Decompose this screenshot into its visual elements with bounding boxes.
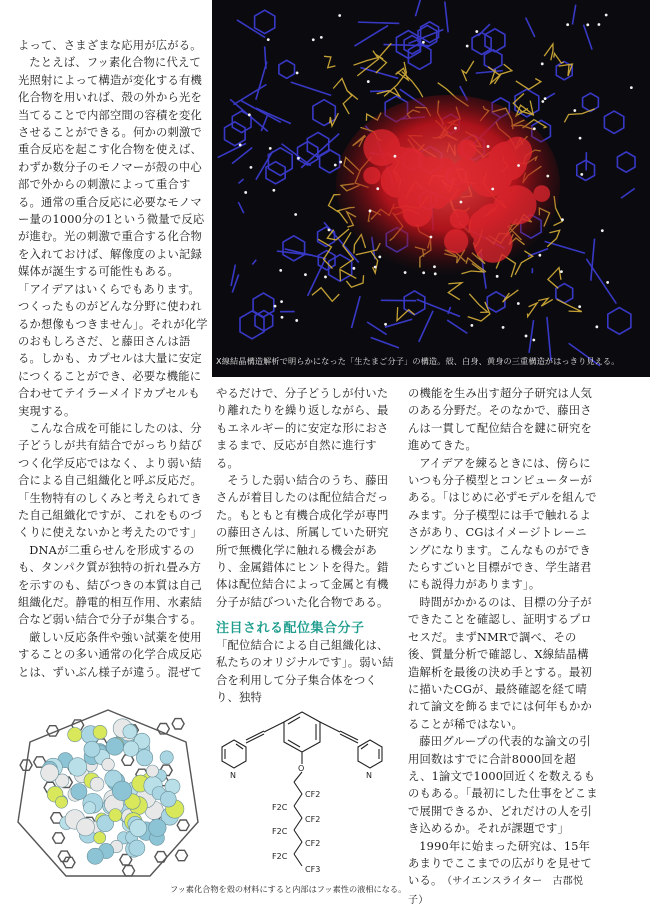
bottom-figure-caption: フッ素化合物を殻の材料にすると内部はフッ素性の液相になる。	[170, 884, 406, 895]
hydrogen-atom	[248, 113, 251, 116]
hydrogen-atom	[541, 62, 544, 65]
hydrogen-atom	[578, 305, 581, 308]
frame-ring	[172, 719, 184, 729]
fluorine-sphere	[102, 758, 115, 771]
hydrogen-atom	[532, 339, 535, 342]
white-layer-bond	[538, 298, 553, 306]
hydrogen-atom	[460, 201, 463, 204]
hydrogen-atom	[294, 213, 297, 216]
hydrogen-atom	[517, 164, 520, 167]
hydrogen-atom	[384, 323, 387, 326]
shell-ring	[485, 29, 505, 52]
fluorine-sphere	[136, 749, 152, 765]
hydrogen-atom	[353, 267, 356, 270]
hydrogen-atom	[297, 157, 300, 160]
paragraph: DNAが二重らせんを形成するのも、タンパク質が独特の折れ畳み方を示すのも、結びつきの本質は自己組織化だ。静電的相互作用、水素結合など弱い結合で分子が集合する。	[18, 542, 208, 629]
shell-bond	[282, 144, 311, 166]
hydrogen-atom	[267, 38, 270, 41]
hydrogen-atom	[281, 316, 284, 319]
fluorine-sphere	[109, 809, 122, 822]
hydrogen-atom	[296, 72, 299, 75]
fluorine-sphere	[160, 791, 176, 807]
paragraph: たとえば、フッ素化合物に代えて光照射によって構造が変化する有機化合物を用いれば、殻の外から光を当てることで内部空間の容積を変化させることができる。何かの刺激で重合反応を起こす化合物を使えば、わずか数分子のモノマーが殻の中心部で外からの刺激によって重合する。通常の重合反応に必要なモノマー量の1000分の1という微量で反応が進む。光の刺激で重合する化合物を入れておけば、解像度のよい記録媒体が誕生する可能性もある。	[18, 54, 208, 280]
hydrogen-atom	[595, 325, 598, 328]
shell-bond	[529, 320, 534, 353]
cf2-label-3: CF2	[305, 839, 320, 848]
hydrogen-atom	[295, 319, 298, 322]
hydrogen-atom	[320, 36, 323, 39]
shell-ring	[604, 111, 623, 133]
paragraph: やるだけで、分子どうしが付いたり離れたりを繰り返しながら、最もエネルギー的に安定な形におさまるまで、反応が自然に進行する。	[216, 385, 399, 472]
hydrogen-atom	[269, 147, 272, 150]
shell-ring	[255, 10, 275, 33]
nitrogen-label-left: N	[230, 771, 236, 780]
fluorine-sphere	[77, 818, 95, 836]
fluorine-sphere	[160, 751, 173, 764]
hydrogen-atom	[304, 273, 307, 276]
hydrogen-atom	[430, 236, 433, 239]
fluorine-sphere	[71, 783, 87, 799]
shell-bond	[419, 311, 433, 342]
yolk-atom	[422, 173, 455, 206]
shell-bond	[447, 320, 467, 333]
hydrogen-atom	[334, 164, 337, 167]
shell-ring	[617, 152, 635, 172]
article-column-2	[216, 385, 399, 611]
hydrogen-atom	[339, 161, 342, 164]
hydrogen-atom	[244, 191, 247, 194]
white-layer-bond	[448, 283, 462, 300]
yolk-atom	[493, 192, 523, 222]
shell-bond	[256, 108, 291, 123]
shell-bond	[358, 22, 399, 23]
shell-bond	[238, 202, 243, 213]
shell-bond	[252, 260, 256, 265]
yolk-atom	[450, 209, 469, 228]
hydrogen-atom	[239, 144, 242, 147]
section-heading: 注目される配位集合分子	[216, 617, 365, 636]
hydrogen-atom	[502, 326, 505, 329]
hydrogen-atom	[338, 14, 341, 17]
article-column-3	[408, 385, 598, 909]
fluorine-sphere	[90, 777, 104, 791]
hydrogen-atom	[538, 254, 541, 257]
yolk-atom	[473, 223, 512, 262]
hydrogen-atom	[367, 80, 370, 83]
frame-ring	[155, 852, 167, 862]
shell-ring	[583, 93, 599, 111]
white-layer-bond	[462, 61, 474, 81]
cf2-label-1: CF2	[305, 790, 320, 799]
fluorine-sphere	[68, 758, 86, 776]
hydrogen-atom	[376, 187, 379, 190]
fluorine-sphere	[123, 725, 137, 739]
oxygen-label: O	[298, 764, 304, 773]
shell-bond	[371, 338, 399, 348]
shell-bond	[584, 25, 593, 50]
fluorinated-capsule-photo	[10, 704, 206, 882]
article-column-1	[18, 37, 208, 681]
hydrogen-atom	[470, 324, 473, 327]
cf2-label-2: CF2	[305, 815, 320, 824]
white-layer-bond	[528, 303, 538, 317]
hydrogen-atom	[433, 265, 436, 268]
frame-ring	[176, 850, 188, 860]
hydrogen-atom	[369, 210, 372, 213]
shell-bond	[621, 188, 635, 198]
shell-bond	[417, 299, 460, 316]
yolk-atom	[381, 164, 415, 198]
shell-bond	[445, 1, 448, 32]
f2c-label-3: F2C	[272, 852, 288, 861]
hydrogen-atom	[434, 272, 437, 275]
paragraph: 藤田グループの代表的な論文の引用回数はすでに合計8000回を超え、1論文で1000回近くを数えるものもある。「最初にした仕事をどこまで展開できるか、どれだけの人を引き込めるか。それが課題です」	[408, 733, 598, 837]
paragraph: よって、さまざまな応用が広がる。	[18, 37, 208, 54]
fluorine-sphere	[149, 819, 166, 836]
hydrogen-atom	[579, 137, 582, 140]
fluorine-sphere	[93, 725, 107, 739]
paragraph: そうした弱い結合のうち、藤田さんが着目したのは配位結合だった。もともと有機合成化学が専門の藤田さんは、所属していた研究所で無機化学に触れる機会があり、金属錯体にヒントを得た。錯体は配位結合によって金属と有機分子が結びついた化合物である。	[216, 472, 399, 611]
hydrogen-atom	[605, 14, 608, 17]
paragraph: 「配位結合による自己組織化は、私たちのオリジナルです」。弱い結合を利用して分子集合体をつくり、独特	[216, 637, 399, 707]
shell-bond	[237, 20, 265, 38]
paragraph: アイデアを練るときには、傍らにいつも分子模型とコンピューターがある。「はじめに必ずモデルを組んでみます。分子模型には手で触れるよさがあり、CGはイメージトレーニングになります。こんなものができたらすごいと目標ができ、学生諸君にも説得力があります」。	[408, 455, 598, 594]
f2c-label-1: F2C	[272, 803, 288, 812]
f2c-label-2: F2C	[272, 827, 288, 836]
hydrogen-atom	[404, 271, 407, 274]
fluorine-sphere	[123, 741, 138, 756]
shell-ring	[608, 308, 631, 335]
hydrogen-atom	[560, 270, 563, 273]
hydrogen-atom	[324, 276, 327, 279]
white-layer-bond	[564, 109, 594, 122]
author-signature: （サイエンスライター 古郡悦子）	[408, 876, 583, 905]
hydrogen-atom	[566, 23, 569, 26]
white-layer-bond	[333, 79, 358, 100]
yolk-atom	[533, 185, 550, 202]
nitrogen-label-right: N	[366, 771, 372, 780]
shell-bond	[385, 319, 412, 327]
white-layer-bond	[548, 268, 561, 289]
hydrogen-atom	[606, 281, 609, 284]
shell-bond	[234, 84, 267, 104]
fluorine-sphere	[94, 832, 106, 844]
shell-bond	[291, 82, 331, 95]
capsule-model-image	[10, 704, 206, 882]
shell-bond	[572, 5, 575, 25]
hydrogen-atom	[580, 173, 583, 176]
shell-bond	[241, 101, 281, 123]
shell-ring	[313, 100, 335, 126]
hydrogen-atom	[422, 41, 425, 44]
hydrogen-atom	[601, 229, 604, 232]
shell-bond	[415, 0, 426, 16]
xray-structure-photo	[212, 0, 650, 377]
shell-ring	[283, 236, 305, 261]
shell-ring	[484, 50, 502, 70]
hydrogen-atom	[280, 300, 283, 303]
hydrogen-atom	[561, 218, 564, 221]
paragraph: 1990年に始まった研究は、15年あまりでここまでの広がりを見せている。 （サイエンスライター 古郡悦子）	[408, 838, 598, 909]
frame-ring	[53, 833, 65, 843]
paragraph: 「アイデアはいくらでもあります。つくったものがどんな分野に使われるか想像もつきません」。それが化学のおもしろさだ、と藤田さんは語る。しかも、カプセルは大量に安定につくることができ、必要な機能に合わせてテイラーメイドカプセルも実現する。	[18, 281, 208, 420]
hydrogen-atom	[394, 155, 397, 158]
white-layer-bond	[324, 56, 335, 67]
hydrogen-atom	[250, 166, 253, 169]
fluorine-sphere	[106, 738, 123, 755]
shell-bond	[352, 296, 361, 328]
shell-ring	[240, 311, 264, 339]
hydrogen-atom	[491, 188, 494, 191]
article-column-2-continued	[216, 637, 399, 707]
shell-bond	[591, 239, 595, 281]
yolk-atom	[477, 158, 513, 194]
shell-bond	[476, 71, 503, 73]
paragraph: こんな合成を可能にしたのは、分子どうしが共有結合でがっちり結びつく化学反応ではなく、より弱い結合による自己組織化と呼ぶ反応だ。「生物特有のしくみと考えられてきた自己組織化ですが、これをものづくりに使えないかと考えたのです」	[18, 420, 208, 542]
fluorine-sphere	[146, 765, 158, 777]
hydrogen-atom	[466, 45, 469, 48]
hydrogen-atom	[630, 86, 633, 89]
hydrogen-atom	[378, 256, 381, 259]
fluorine-sphere	[130, 819, 147, 836]
white-layer-bond	[343, 91, 352, 114]
white-layer-bond	[544, 44, 553, 60]
white-layer-bond	[516, 79, 541, 90]
fluorine-sphere	[41, 764, 59, 782]
shell-bond	[586, 259, 616, 304]
hydrogen-atom	[533, 127, 536, 130]
shell-ring	[279, 60, 295, 78]
hydrogen-atom	[586, 23, 589, 26]
hydrogen-atom	[374, 266, 377, 269]
shell-bond	[256, 62, 267, 100]
fluorine-sphere	[129, 840, 145, 856]
hydrogen-atom	[517, 302, 520, 305]
shell-bond	[354, 26, 388, 47]
shell-ring	[225, 122, 246, 146]
paragraph: 厳しい反応条件や強い試薬を使用することの多い通常の化学合成反応とは、ずいぶん様子が違う。混ぜて	[18, 629, 208, 681]
shell-bond	[232, 147, 252, 163]
fluorine-sphere	[87, 848, 103, 864]
paragraph: の機能を生み出す超分子研究は人気のある分野だ。そのなかで、藤田さんは一貫して配位結合を鍵に研究を進めてきた。	[408, 385, 598, 455]
yolk-atom	[363, 129, 400, 166]
hydrogen-atom	[541, 100, 544, 103]
fluorine-sphere	[55, 796, 67, 808]
shell-bond	[367, 322, 387, 335]
yolk-atom	[444, 229, 468, 253]
yolk-atom	[457, 140, 476, 159]
hydrogen-atom	[487, 145, 490, 148]
fluorine-sphere	[112, 781, 131, 800]
top-photo-caption: X線結晶構造解析で明らかになった「生たまご分子」の構造。殻、白身、黄身の三重構造がはっきり見える。	[216, 356, 646, 367]
hydrogen-atom	[598, 23, 601, 26]
hydrogen-atom	[454, 127, 457, 130]
yolk-atom	[363, 167, 380, 184]
frame-ring	[177, 820, 189, 830]
shell-bond	[526, 18, 535, 37]
white-layer-bond	[554, 53, 564, 63]
shell-bond	[238, 179, 243, 183]
hydrogen-atom	[422, 271, 425, 274]
hydrogen-atom	[544, 97, 547, 100]
paragraph: 時間がかかるのは、目標の分子ができたことを確認し、証明するプロセスだ。まずNMRで調べ、その後、質量分析で確認し、X線結晶構造解析を最後の決め手とする。最初に描いたCGが、最終確認を経て晴れて論文を飾るまでには何年もかかることが稀ではない。	[408, 594, 598, 733]
egg-molecule-image	[212, 0, 650, 377]
hydrogen-atom	[312, 38, 315, 41]
white-layer-bond	[557, 299, 582, 311]
ligand-structure-diagram	[204, 702, 400, 880]
hydrogen-atom	[573, 109, 576, 112]
frame-ring	[123, 866, 135, 876]
hydrogen-atom	[475, 30, 478, 33]
fluorine-sphere	[84, 802, 96, 814]
fluorine-sphere	[84, 741, 100, 757]
fluorine-sphere	[68, 727, 82, 741]
hydrogen-atom	[546, 175, 549, 178]
shell-ring	[320, 150, 340, 173]
shell-bond	[547, 317, 551, 361]
hydrogen-atom	[279, 269, 282, 272]
white-layer-bond	[312, 288, 339, 302]
yolk-atom	[503, 137, 532, 166]
hydrogen-atom	[272, 189, 275, 192]
cf3-label: CF3	[305, 865, 320, 874]
hydrogen-atom	[525, 335, 528, 338]
hydrogen-atom	[274, 305, 277, 308]
shell-ring	[472, 33, 491, 55]
shell-bond	[231, 265, 235, 286]
hydrogen-atom	[496, 275, 499, 278]
hydrogen-atom	[328, 229, 331, 232]
